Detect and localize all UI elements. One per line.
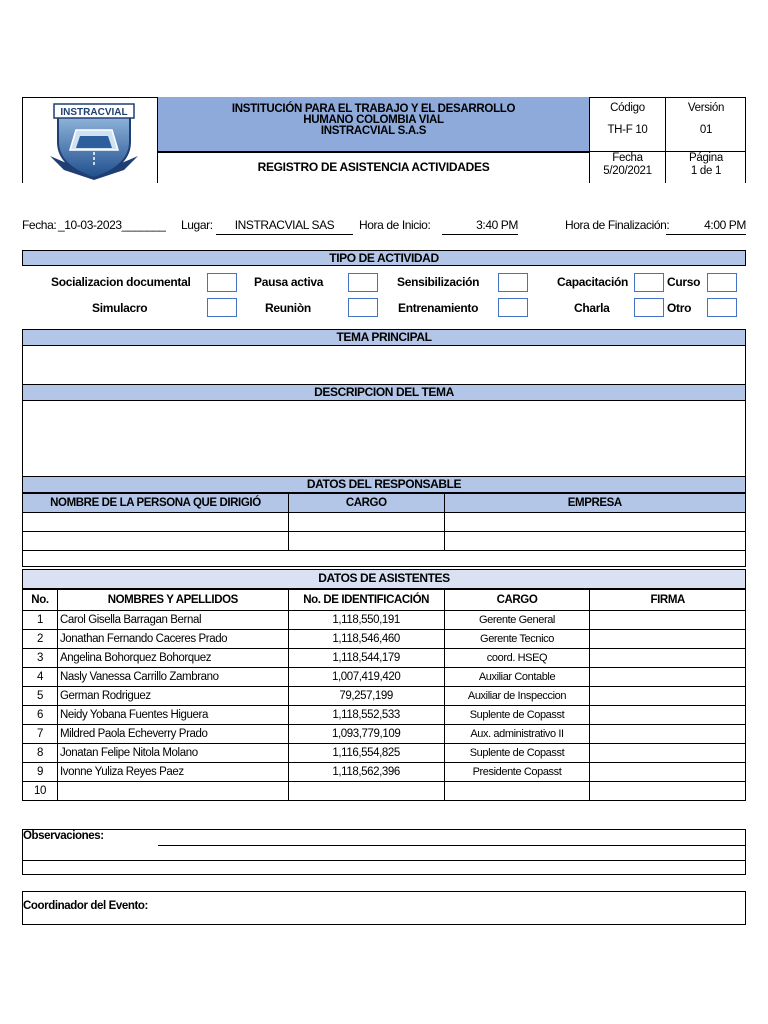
- responsable-header-nombre: NOMBRE DE LA PERSONA QUE DIRIGIÓ: [23, 494, 289, 513]
- attendee-cargo-cell: Presidente Copasst: [444, 763, 590, 782]
- codigo-label: Código: [610, 102, 645, 114]
- pagina-value: 1 de 1: [690, 165, 722, 177]
- attendee-firma-cell[interactable]: [590, 687, 746, 706]
- attendee-name-cell: Carol Gisella Barragan Bernal: [57, 611, 288, 630]
- attendee-firma-cell[interactable]: [590, 763, 746, 782]
- fecha-doc-value: 5/20/2021: [603, 165, 652, 177]
- responsable-table: [22, 493, 746, 567]
- header-no: No.: [23, 590, 58, 611]
- attendee-no-cell: 4: [23, 668, 58, 687]
- attendee-firma-cell[interactable]: [590, 744, 746, 763]
- responsable-empresa-cell[interactable]: [444, 513, 745, 532]
- attendee-no-cell: 1: [23, 611, 58, 630]
- attendee-name-cell: Angelina Bohorquez Bohorquez: [57, 649, 288, 668]
- header-nombres: NOMBRES Y APELLIDOS: [57, 590, 288, 611]
- logo-cell: [22, 97, 158, 183]
- observaciones-line-2[interactable]: [22, 860, 746, 861]
- fecha-doc-cell: [590, 152, 666, 183]
- activity-curso-label: Curso: [667, 275, 701, 289]
- activity-socializacion-checkbox[interactable]: [207, 273, 237, 292]
- pagina-label: Página: [688, 152, 723, 164]
- tema-principal-field[interactable]: [22, 345, 746, 385]
- institution-line-2: HUMANO COLOMBIA VIAL: [303, 114, 444, 126]
- header-cargo: CARGO: [444, 590, 590, 611]
- attendee-id-cell: [288, 782, 444, 801]
- attendee-firma-cell[interactable]: [590, 782, 746, 801]
- attendee-name-cell: Mildred Paola Echeverry Prado: [57, 725, 288, 744]
- attendee-firma-cell[interactable]: [590, 649, 746, 668]
- attendee-id-cell: 1,118,546,460: [288, 630, 444, 649]
- activity-otro-checkbox[interactable]: [707, 298, 737, 317]
- attendee-firma-cell[interactable]: [590, 706, 746, 725]
- attendee-no-cell: 10: [23, 782, 58, 801]
- activity-charla-checkbox[interactable]: [634, 298, 664, 317]
- fecha-value: _10-03-2023_______: [58, 218, 166, 232]
- version-cell: [666, 97, 746, 152]
- activity-simulacro-checkbox[interactable]: [207, 298, 237, 317]
- attendee-no-cell: 3: [23, 649, 58, 668]
- header-identificacion: No. DE IDENTIFICACIÓN: [288, 590, 444, 611]
- table-row: [23, 649, 746, 668]
- version-label: Versión: [687, 102, 725, 114]
- activity-sensibilizacion-label: Sensibilización: [397, 275, 480, 289]
- table-row: [23, 687, 746, 706]
- attendee-id-cell: 1,118,552,533: [288, 706, 444, 725]
- table-row: [23, 630, 746, 649]
- header-firma: FIRMA: [590, 590, 746, 611]
- attendee-cargo-cell: [444, 782, 590, 801]
- attendee-no-cell: 8: [23, 744, 58, 763]
- document-title: REGISTRO DE ASISTENCIA ACTIVIDADES: [158, 152, 590, 183]
- activity-simulacro-label: Simulacro: [92, 301, 148, 315]
- attendee-firma-cell[interactable]: [590, 611, 746, 630]
- attendee-name-cell: Ivonne Yuliza Reyes Paez: [57, 763, 288, 782]
- table-row: [23, 763, 746, 782]
- attendee-id-cell: 1,118,562,396: [288, 763, 444, 782]
- pagina-cell: [666, 152, 746, 183]
- institution-line-3: INSTRACVIAL S.A.S: [320, 125, 427, 137]
- asistentes-table: [22, 589, 746, 801]
- attendee-no-cell: 2: [23, 630, 58, 649]
- hora-fin-value: 4:00 PM: [666, 216, 746, 235]
- attendee-id-cell: 1,118,550,191: [288, 611, 444, 630]
- observaciones-section: [22, 829, 746, 875]
- responsable-header-cargo: CARGO: [288, 494, 444, 513]
- attendee-firma-cell[interactable]: [590, 630, 746, 649]
- attendee-id-cell: 1,007,419,420: [288, 668, 444, 687]
- activity-socializacion-label: Socializacion documental: [51, 275, 191, 289]
- responsable-empresa-cell[interactable]: [444, 532, 745, 551]
- table-row: [23, 744, 746, 763]
- institution-line-1: INSTITUCIÓN PARA EL TRABAJO Y EL DESARROLLO: [231, 103, 516, 115]
- lugar-value: INSTRACVIAL SAS: [216, 216, 353, 235]
- table-row: [23, 668, 746, 687]
- hora-inicio-value: 3:40 PM: [442, 216, 518, 235]
- attendee-firma-cell[interactable]: [590, 725, 746, 744]
- attendee-cargo-cell: Auxiliar de Inspeccion: [444, 687, 590, 706]
- instracvial-logo: [44, 100, 144, 182]
- attendee-id-cell: 1,116,554,825: [288, 744, 444, 763]
- attendee-name-cell: Neidy Yobana Fuentes Higuera: [57, 706, 288, 725]
- responsable-band: DATOS DEL RESPONSABLE: [22, 476, 746, 493]
- table-row: [23, 782, 746, 801]
- fecha-doc-label: Fecha: [612, 152, 643, 164]
- activity-capacitacion-label: Capacitación: [557, 275, 629, 289]
- activity-otro-label: Otro: [667, 301, 692, 315]
- logo-text: INSTRACVIAL: [60, 107, 128, 118]
- activity-sensibilizacion-checkbox[interactable]: [498, 273, 528, 292]
- tipo-actividad-band: TIPO DE ACTIVIDAD: [22, 250, 746, 266]
- attendee-cargo-cell: Auxiliar Contable: [444, 668, 590, 687]
- tema-principal-band: TEMA PRINCIPAL: [22, 329, 746, 346]
- attendee-cargo-cell: Gerente General: [444, 611, 590, 630]
- activity-entrenamiento-checkbox[interactable]: [498, 298, 528, 317]
- attendee-firma-cell[interactable]: [590, 668, 746, 687]
- responsable-header-empresa: EMPRESA: [444, 494, 745, 513]
- responsable-nombre-cell[interactable]: [23, 532, 289, 551]
- descripcion-tema-band: DESCRIPCION DEL TEMA: [22, 384, 746, 401]
- lugar-label: Lugar:: [181, 218, 213, 232]
- event-info-row: [22, 216, 746, 236]
- attendee-name-cell: Nasly Vanessa Carrillo Zambrano: [57, 668, 288, 687]
- attendee-cargo-cell: Gerente Tecnico: [444, 630, 590, 649]
- attendee-id-cell: 79,257,199: [288, 687, 444, 706]
- codigo-value: TH-F 10: [607, 124, 648, 136]
- activity-charla-label: Charla: [574, 301, 610, 315]
- observaciones-line-1[interactable]: [158, 845, 746, 846]
- attendee-no-cell: 6: [23, 706, 58, 725]
- version-value: 01: [699, 124, 713, 136]
- activity-reunion-label: Reuniòn: [265, 301, 311, 315]
- descripcion-tema-field[interactable]: [22, 400, 746, 477]
- attendee-name-cell: Jonathan Fernando Caceres Prado: [57, 630, 288, 649]
- responsable-cargo-cell[interactable]: [288, 532, 444, 551]
- attendee-cargo-cell: Suplente de Copasst: [444, 744, 590, 763]
- hora-inicio-label: Hora de Inicio:: [359, 218, 431, 232]
- activity-pausa-checkbox[interactable]: [348, 273, 378, 292]
- coordinador-label: Coordinador del Evento:: [23, 900, 148, 912]
- table-row: [23, 706, 746, 725]
- attendee-name-cell: Jonatan Felipe Nitola Molano: [57, 744, 288, 763]
- codigo-cell: [590, 97, 666, 152]
- responsable-spacer-row: [23, 551, 746, 567]
- activity-reunion-checkbox[interactable]: [348, 298, 378, 317]
- attendee-id-cell: 1,093,779,109: [288, 725, 444, 744]
- hora-fin-label: Hora de Finalización:: [565, 218, 670, 232]
- fecha-label: Fecha:: [22, 218, 57, 232]
- activity-capacitacion-checkbox[interactable]: [634, 273, 664, 292]
- institution-name-cell: [158, 97, 590, 152]
- responsable-cargo-cell[interactable]: [288, 513, 444, 532]
- attendee-no-cell: 5: [23, 687, 58, 706]
- attendee-cargo-cell: Aux. administrativo II: [444, 725, 590, 744]
- activity-pausa-label: Pausa activa: [254, 275, 324, 289]
- attendee-name-cell: [57, 782, 288, 801]
- attendee-cargo-cell: Suplente de Copasst: [444, 706, 590, 725]
- activity-curso-checkbox[interactable]: [707, 273, 737, 292]
- attendee-no-cell: 7: [23, 725, 58, 744]
- table-row: [23, 611, 746, 630]
- activity-entrenamiento-label: Entrenamiento: [398, 301, 479, 315]
- table-row: [23, 725, 746, 744]
- attendee-cargo-cell: coord. HSEQ: [444, 649, 590, 668]
- asistentes-band: DATOS DE ASISTENTES: [22, 569, 746, 589]
- responsable-nombre-cell[interactable]: [23, 513, 289, 532]
- attendee-name-cell: German Rodriguez: [57, 687, 288, 706]
- observaciones-label: Observaciones:: [23, 830, 104, 842]
- attendee-id-cell: 1,118,544,179: [288, 649, 444, 668]
- attendee-no-cell: 9: [23, 763, 58, 782]
